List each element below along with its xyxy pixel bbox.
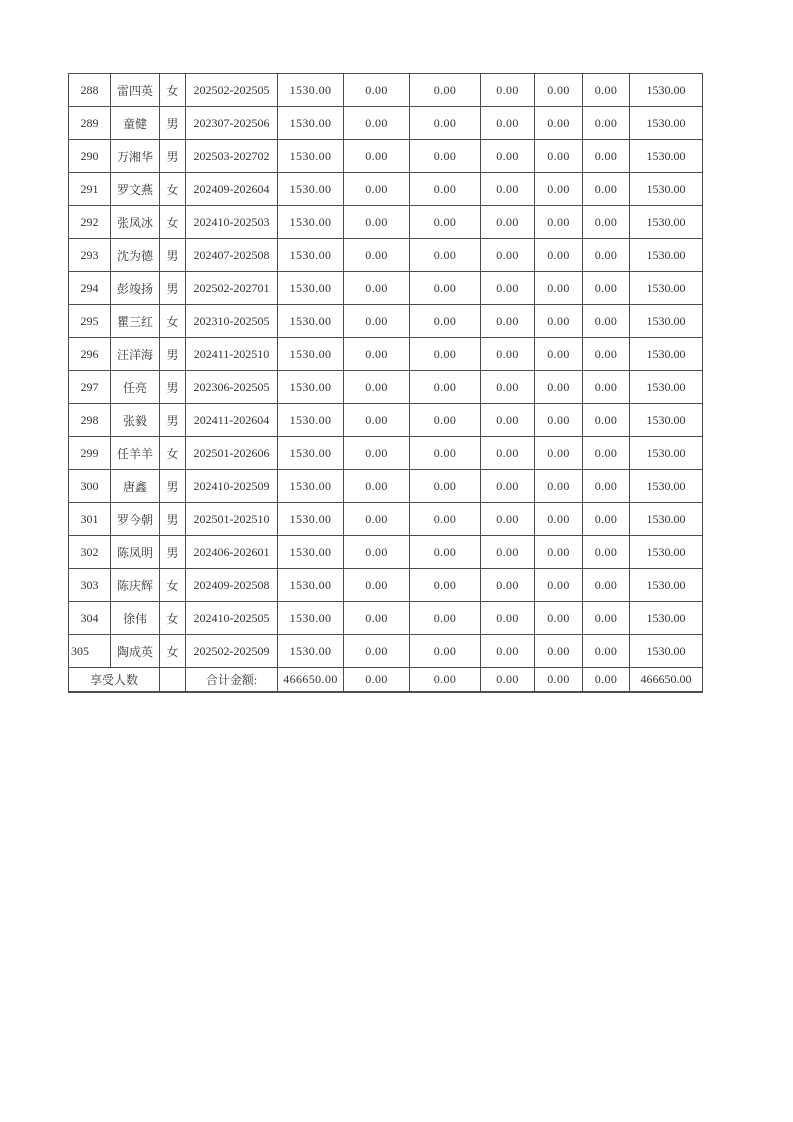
- cell-amount: 1530.00: [278, 470, 344, 503]
- cell-period: 202411-202604: [186, 404, 278, 437]
- summary-zero: 0.00: [535, 668, 583, 692]
- cell-amount: 0.00: [583, 404, 630, 437]
- cell-period: 202410-202509: [186, 470, 278, 503]
- cell-amount: 0.00: [481, 305, 535, 338]
- cell-period: 202501-202606: [186, 437, 278, 470]
- cell-total: 1530.00: [630, 602, 703, 635]
- cell-amount: 0.00: [410, 470, 481, 503]
- cell-amount: 0.00: [583, 635, 630, 668]
- cell-amount: 0.00: [481, 569, 535, 602]
- summary-total-amount: 466650.00: [278, 668, 344, 692]
- cell-amount: 0.00: [344, 635, 410, 668]
- cell-amount: 0.00: [481, 272, 535, 305]
- cell-amount: 1530.00: [278, 140, 344, 173]
- cell-name: 沈为德: [111, 239, 160, 272]
- cell-amount: 0.00: [410, 107, 481, 140]
- cell-row-number: 299: [69, 437, 111, 470]
- cell-amount: 0.00: [344, 206, 410, 239]
- cell-amount: 0.00: [583, 338, 630, 371]
- table-row: [69, 206, 703, 239]
- cell-amount: 0.00: [535, 239, 583, 272]
- cell-amount: 0.00: [481, 239, 535, 272]
- cell-amount: 0.00: [481, 503, 535, 536]
- cell-amount: 0.00: [535, 602, 583, 635]
- cell-amount: 0.00: [344, 437, 410, 470]
- cell-total: 1530.00: [630, 470, 703, 503]
- cell-row-number: 298: [69, 404, 111, 437]
- cell-total: 1530.00: [630, 140, 703, 173]
- cell-name: 张毅: [111, 404, 160, 437]
- cell-amount: 1530.00: [278, 173, 344, 206]
- summary-zero: 0.00: [410, 668, 481, 692]
- cell-total: 1530.00: [630, 437, 703, 470]
- cell-amount: 0.00: [535, 74, 583, 107]
- cell-total: 1530.00: [630, 206, 703, 239]
- cell-amount: 0.00: [583, 536, 630, 569]
- cell-amount: 0.00: [583, 74, 630, 107]
- cell-amount: 0.00: [344, 305, 410, 338]
- cell-amount: 0.00: [535, 140, 583, 173]
- cell-gender: 女: [160, 74, 186, 107]
- summary-zero: 0.00: [344, 668, 410, 692]
- cell-row-number: 294: [69, 272, 111, 305]
- cell-amount: 0.00: [535, 437, 583, 470]
- cell-amount: 0.00: [481, 206, 535, 239]
- cell-amount: 0.00: [535, 404, 583, 437]
- cell-gender: 女: [160, 206, 186, 239]
- table-row: [69, 338, 703, 371]
- cell-amount: 0.00: [344, 371, 410, 404]
- cell-gender: 男: [160, 503, 186, 536]
- cell-amount: 0.00: [410, 272, 481, 305]
- cell-amount: 0.00: [535, 173, 583, 206]
- cell-row-number: 304: [69, 602, 111, 635]
- cell-name: 唐鑫: [111, 470, 160, 503]
- table-row: [69, 602, 703, 635]
- cell-amount: 0.00: [583, 569, 630, 602]
- cell-name: 任羊羊: [111, 437, 160, 470]
- cell-amount: 0.00: [344, 404, 410, 437]
- cell-name: 瞿三红: [111, 305, 160, 338]
- cell-row-number: 293: [69, 239, 111, 272]
- cell-period: 202411-202510: [186, 338, 278, 371]
- cell-amount: 0.00: [410, 206, 481, 239]
- cell-period: 202503-202702: [186, 140, 278, 173]
- table-row: [69, 503, 703, 536]
- cell-period: 202409-202604: [186, 173, 278, 206]
- cell-total: 1530.00: [630, 371, 703, 404]
- cell-gender: 男: [160, 470, 186, 503]
- payroll-roster-table: [68, 73, 703, 693]
- cell-period: 202409-202508: [186, 569, 278, 602]
- table-row: [69, 173, 703, 206]
- cell-amount: 0.00: [410, 437, 481, 470]
- cell-amount: 0.00: [344, 173, 410, 206]
- cell-total: 1530.00: [630, 569, 703, 602]
- cell-name: 陈庆辉: [111, 569, 160, 602]
- cell-amount: 0.00: [410, 635, 481, 668]
- cell-period: 202410-202505: [186, 602, 278, 635]
- cell-amount: 0.00: [410, 140, 481, 173]
- cell-amount: 0.00: [583, 140, 630, 173]
- cell-row-number: 302: [69, 536, 111, 569]
- summary-total-label: 合计金额:: [186, 668, 278, 692]
- cell-amount: 1530.00: [278, 239, 344, 272]
- cell-total: 1530.00: [630, 173, 703, 206]
- cell-name: 雷四英: [111, 74, 160, 107]
- table-row: [69, 569, 703, 602]
- cell-amount: 0.00: [410, 602, 481, 635]
- cell-gender: 女: [160, 602, 186, 635]
- cell-amount: 1530.00: [278, 503, 344, 536]
- cell-amount: 1530.00: [278, 371, 344, 404]
- cell-gender: 男: [160, 239, 186, 272]
- cell-total: 1530.00: [630, 74, 703, 107]
- cell-amount: 0.00: [583, 239, 630, 272]
- cell-row-number: 289: [69, 107, 111, 140]
- table-row: [69, 404, 703, 437]
- cell-period: 202502-202701: [186, 272, 278, 305]
- cell-amount: 0.00: [535, 371, 583, 404]
- cell-period: 202502-202509: [186, 635, 278, 668]
- cell-amount: 0.00: [583, 173, 630, 206]
- cell-amount: 0.00: [481, 338, 535, 371]
- table-row: [69, 371, 703, 404]
- cell-amount: 0.00: [344, 239, 410, 272]
- table-row: [69, 272, 703, 305]
- cell-amount: 0.00: [481, 173, 535, 206]
- cell-name: 张凤冰: [111, 206, 160, 239]
- cell-amount: 0.00: [535, 503, 583, 536]
- summary-people-label: 享受人数: [69, 668, 160, 692]
- table-row: [69, 140, 703, 173]
- cell-amount: 0.00: [344, 74, 410, 107]
- table-row: [69, 437, 703, 470]
- cell-gender: 男: [160, 371, 186, 404]
- cell-amount: 0.00: [583, 602, 630, 635]
- cell-row-number: 303: [69, 569, 111, 602]
- cell-amount: 0.00: [583, 503, 630, 536]
- cell-amount: 1530.00: [278, 338, 344, 371]
- cell-period: 202410-202503: [186, 206, 278, 239]
- cell-amount: 0.00: [535, 206, 583, 239]
- cell-amount: 0.00: [481, 371, 535, 404]
- cell-amount: 0.00: [535, 338, 583, 371]
- cell-amount: 0.00: [344, 338, 410, 371]
- table-row: [69, 635, 703, 668]
- cell-amount: 0.00: [535, 536, 583, 569]
- cell-amount: 0.00: [535, 635, 583, 668]
- cell-amount: 0.00: [583, 437, 630, 470]
- cell-amount: 0.00: [344, 140, 410, 173]
- cell-amount: 0.00: [410, 74, 481, 107]
- cell-amount: 0.00: [535, 569, 583, 602]
- cell-name: 汪洋海: [111, 338, 160, 371]
- cell-amount: 0.00: [344, 503, 410, 536]
- cell-amount: 0.00: [344, 470, 410, 503]
- summary-zero: 0.00: [481, 668, 535, 692]
- cell-amount: 0.00: [481, 536, 535, 569]
- cell-name: 任亮: [111, 371, 160, 404]
- cell-gender: 男: [160, 404, 186, 437]
- cell-gender: 女: [160, 173, 186, 206]
- cell-amount: 0.00: [481, 404, 535, 437]
- cell-amount: 0.00: [583, 272, 630, 305]
- cell-row-number: 300: [69, 470, 111, 503]
- cell-total: 1530.00: [630, 635, 703, 668]
- cell-amount: 0.00: [410, 239, 481, 272]
- cell-name: 徐伟: [111, 602, 160, 635]
- cell-gender: 女: [160, 635, 186, 668]
- cell-gender: 男: [160, 272, 186, 305]
- cell-period: 202310-202505: [186, 305, 278, 338]
- cell-gender: 女: [160, 569, 186, 602]
- table-row: [69, 239, 703, 272]
- table-row: [69, 305, 703, 338]
- cell-name: 万湘华: [111, 140, 160, 173]
- summary-gender-cell: [160, 668, 186, 692]
- cell-amount: 0.00: [481, 74, 535, 107]
- cell-amount: 0.00: [535, 107, 583, 140]
- cell-period: 202502-202505: [186, 74, 278, 107]
- cell-total: 1530.00: [630, 305, 703, 338]
- cell-amount: 0.00: [583, 305, 630, 338]
- cell-amount: 0.00: [481, 107, 535, 140]
- cell-amount: 1530.00: [278, 635, 344, 668]
- cell-period: 202407-202508: [186, 239, 278, 272]
- cell-amount: 0.00: [583, 107, 630, 140]
- cell-total: 1530.00: [630, 239, 703, 272]
- cell-total: 1530.00: [630, 107, 703, 140]
- cell-name: 罗文燕: [111, 173, 160, 206]
- cell-gender: 男: [160, 536, 186, 569]
- cell-total: 1530.00: [630, 503, 703, 536]
- cell-name: 罗今朝: [111, 503, 160, 536]
- cell-period: 202406-202601: [186, 536, 278, 569]
- cell-amount: 0.00: [344, 107, 410, 140]
- cell-total: 1530.00: [630, 536, 703, 569]
- cell-amount: 0.00: [410, 404, 481, 437]
- cell-amount: 1530.00: [278, 536, 344, 569]
- cell-total: 1530.00: [630, 272, 703, 305]
- cell-row-number: 288: [69, 74, 111, 107]
- cell-amount: 0.00: [481, 140, 535, 173]
- cell-amount: 0.00: [344, 602, 410, 635]
- roster-table-container: [68, 73, 703, 693]
- cell-amount: 1530.00: [278, 74, 344, 107]
- cell-row-number: 305: [69, 635, 111, 668]
- cell-amount: 1530.00: [278, 272, 344, 305]
- cell-row-number: 296: [69, 338, 111, 371]
- cell-amount: 0.00: [535, 470, 583, 503]
- cell-total: 1530.00: [630, 404, 703, 437]
- summary-zero: 0.00: [583, 668, 630, 692]
- table-row: [69, 470, 703, 503]
- cell-amount: 1530.00: [278, 206, 344, 239]
- cell-total: 1530.00: [630, 338, 703, 371]
- table-row: [69, 107, 703, 140]
- cell-amount: 0.00: [481, 602, 535, 635]
- cell-row-number: 297: [69, 371, 111, 404]
- cell-amount: 0.00: [344, 569, 410, 602]
- cell-row-number: 292: [69, 206, 111, 239]
- cell-row-number: 295: [69, 305, 111, 338]
- cell-amount: 0.00: [583, 371, 630, 404]
- cell-amount: 0.00: [344, 272, 410, 305]
- cell-row-number: 301: [69, 503, 111, 536]
- cell-amount: 1530.00: [278, 107, 344, 140]
- cell-period: 202307-202506: [186, 107, 278, 140]
- cell-amount: 0.00: [344, 536, 410, 569]
- cell-name: 陶成英: [111, 635, 160, 668]
- cell-period: 202501-202510: [186, 503, 278, 536]
- cell-gender: 男: [160, 140, 186, 173]
- cell-amount: 0.00: [410, 503, 481, 536]
- cell-amount: 0.00: [410, 371, 481, 404]
- cell-name: 彭竣扬: [111, 272, 160, 305]
- cell-amount: 0.00: [410, 305, 481, 338]
- cell-gender: 男: [160, 338, 186, 371]
- cell-amount: 0.00: [410, 569, 481, 602]
- summary-row: [69, 668, 703, 692]
- cell-amount: 0.00: [535, 305, 583, 338]
- table-row: [69, 74, 703, 107]
- cell-amount: 1530.00: [278, 569, 344, 602]
- cell-amount: 0.00: [410, 338, 481, 371]
- cell-gender: 男: [160, 107, 186, 140]
- table-body: [69, 74, 703, 668]
- cell-amount: 0.00: [410, 173, 481, 206]
- table-row: [69, 536, 703, 569]
- cell-amount: 0.00: [583, 206, 630, 239]
- cell-amount: 0.00: [481, 470, 535, 503]
- cell-name: 童健: [111, 107, 160, 140]
- cell-name: 陈凤明: [111, 536, 160, 569]
- cell-amount: 1530.00: [278, 437, 344, 470]
- cell-amount: 0.00: [410, 536, 481, 569]
- cell-amount: 0.00: [583, 470, 630, 503]
- summary-final-total: 466650.00: [630, 668, 703, 692]
- cell-amount: 1530.00: [278, 305, 344, 338]
- cell-period: 202306-202505: [186, 371, 278, 404]
- cell-amount: 1530.00: [278, 602, 344, 635]
- cell-row-number: 290: [69, 140, 111, 173]
- cell-row-number: 291: [69, 173, 111, 206]
- cell-amount: 0.00: [481, 437, 535, 470]
- cell-amount: 0.00: [535, 272, 583, 305]
- cell-amount: 1530.00: [278, 404, 344, 437]
- cell-gender: 女: [160, 437, 186, 470]
- cell-amount: 0.00: [481, 635, 535, 668]
- cell-gender: 女: [160, 305, 186, 338]
